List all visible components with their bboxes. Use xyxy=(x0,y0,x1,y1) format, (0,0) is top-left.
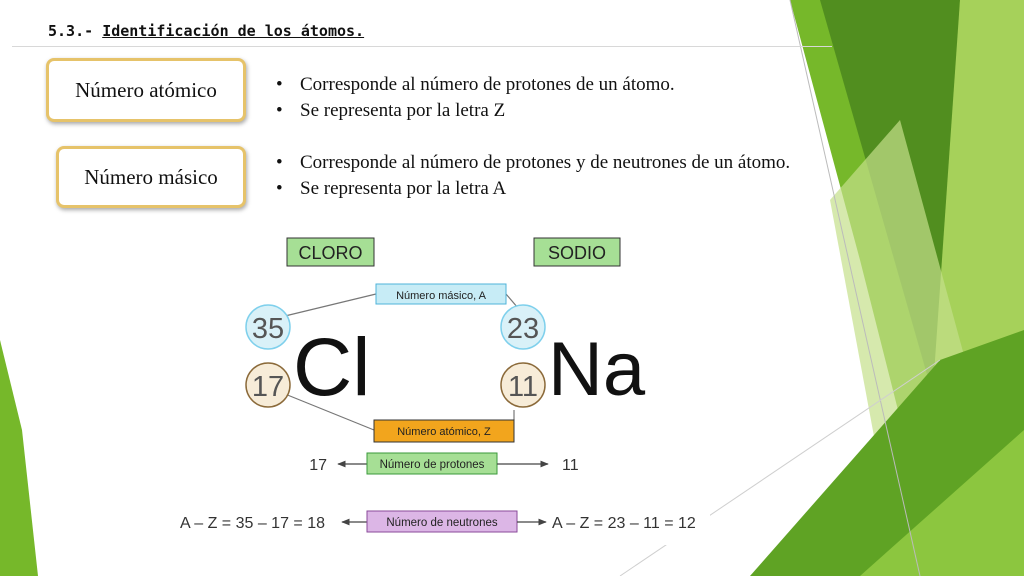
atomic-number-left: 17 xyxy=(251,371,285,403)
neutrons-label: Número de neutrones xyxy=(386,517,498,529)
protons-right-value: 11 xyxy=(562,457,579,474)
term-label: Número atómico xyxy=(75,77,217,102)
bullet-item: • Corresponde al número de protones de un átomo. xyxy=(270,72,675,98)
bullet-item: • Se representa por la letra Z xyxy=(270,98,675,124)
mass-number-right: 23 xyxy=(506,313,540,345)
slide-title-text: Identificación de los átomos. xyxy=(102,22,365,40)
bullet-item: • Corresponde al número de protones y de neutrones de un átomo. xyxy=(270,150,790,176)
element-symbol-right: Na xyxy=(548,327,646,412)
bullet-item: • Se representa por la letra A xyxy=(270,176,790,202)
atomic-number-right: 11 xyxy=(507,371,539,403)
protons-label: Número de protones xyxy=(379,459,485,471)
title-divider xyxy=(12,46,832,47)
definition-list-atomic-number xyxy=(270,72,675,124)
mass-number-label: Número másico, A xyxy=(396,290,486,302)
term-box-mass-number xyxy=(56,146,246,208)
atomic-number-label: Número atómico, Z xyxy=(397,426,491,438)
atom-notation-figure xyxy=(180,220,710,545)
slide-number: 5.3.- xyxy=(48,22,94,40)
element-name-right: SODIO xyxy=(547,243,607,263)
element-symbol-left: Cl xyxy=(293,322,371,413)
slide-title xyxy=(48,22,364,40)
element-name-left: CLORO xyxy=(298,243,363,263)
left-green-sliver xyxy=(0,340,38,576)
definition-list-mass-number xyxy=(270,150,790,202)
neutrons-left-formula: A – Z = 35 – 17 = 18 xyxy=(180,515,325,532)
term-box-atomic-number xyxy=(46,58,246,122)
mass-number-left: 35 xyxy=(251,313,285,345)
mass-connector-left xyxy=(285,294,376,316)
term-label: Número másico xyxy=(84,164,218,189)
neutrons-right-formula: A – Z = 23 – 11 = 12 xyxy=(552,515,696,532)
protons-left-value: 17 xyxy=(309,457,327,474)
